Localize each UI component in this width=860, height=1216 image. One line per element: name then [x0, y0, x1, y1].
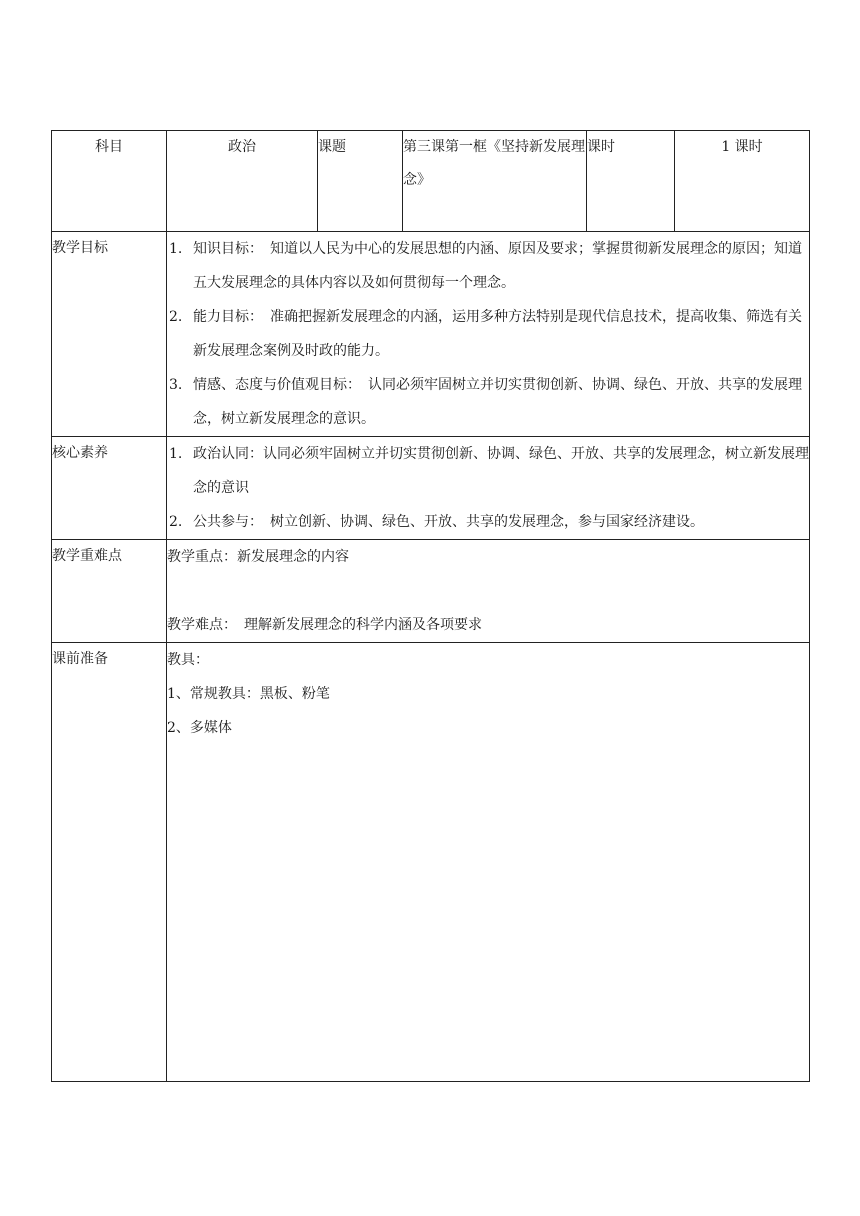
- item-number: 1.: [169, 446, 183, 462]
- item-number: 2.: [169, 514, 183, 530]
- list-item: [167, 437, 809, 505]
- period-label: 课时: [587, 131, 675, 232]
- prep-content: [167, 643, 810, 1082]
- list-item: [167, 300, 809, 368]
- goals-label: 教学目标: [52, 232, 167, 437]
- topic-label: 课题: [318, 131, 403, 232]
- topic-value: 第三课第一框《坚持新发展理念》: [403, 131, 587, 232]
- subject-value: 政治: [167, 131, 318, 232]
- list-item: [167, 232, 809, 300]
- spacer: [167, 574, 809, 608]
- prep-label: 课前准备: [52, 643, 167, 1082]
- subject-label: 科目: [52, 131, 167, 232]
- prep-line: 2、多媒体: [167, 720, 232, 736]
- key-difficulty: 教学难点： 理解新发展理念的科学内涵及各项要求: [167, 617, 482, 633]
- item-text: 政治认同：认同必须牢固树立并切实贯彻创新、协调、绿色、开放、共享的发展理念，树立新发展理念的意识: [193, 446, 809, 496]
- prep-line: 1、常规教具：黑板、粉笔: [167, 686, 330, 702]
- keypoints-label: 教学重难点: [52, 540, 167, 643]
- core-label: 核心素养: [52, 437, 167, 540]
- prep-line: 教具：: [167, 652, 209, 668]
- list-item: [167, 368, 809, 436]
- item-number: 3.: [169, 377, 183, 393]
- lesson-plan-table: [51, 130, 810, 1082]
- core-content: [167, 437, 810, 540]
- core-row: [52, 437, 810, 540]
- core-list: [167, 437, 809, 539]
- keypoints-row: [52, 540, 810, 643]
- header-row: [52, 131, 810, 232]
- item-number: 2.: [169, 309, 183, 325]
- key-focus: 教学重点：新发展理念的内容: [167, 549, 349, 565]
- item-text: 能力目标： 准确把握新发展理念的内涵，运用多种方法特别是现代信息技术，提高收集、筛选有关新发展理念案例及时政的能力。: [193, 309, 802, 359]
- goals-list: [167, 232, 809, 436]
- item-text: 知识目标： 知道以人民为中心的发展思想的内涵、原因及要求；掌握贯彻新发展理念的原因；知道五大发展理念的具体内容以及如何贯彻每一个理念。: [193, 241, 802, 291]
- item-text: 公共参与： 树立创新、协调、绿色、开放、共享的发展理念，参与国家经济建设。: [193, 514, 704, 530]
- keypoints-content: [167, 540, 810, 643]
- period-value: 1 课时: [675, 131, 810, 232]
- goals-content: [167, 232, 810, 437]
- goals-row: [52, 232, 810, 437]
- prep-row: [52, 643, 810, 1082]
- list-item: [167, 505, 809, 539]
- item-number: 1.: [169, 241, 183, 257]
- item-text: 情感、态度与价值观目标： 认同必须牢固树立并切实贯彻创新、协调、绿色、开放、共享的发展理念，树立新发展理念的意识。: [193, 377, 802, 427]
